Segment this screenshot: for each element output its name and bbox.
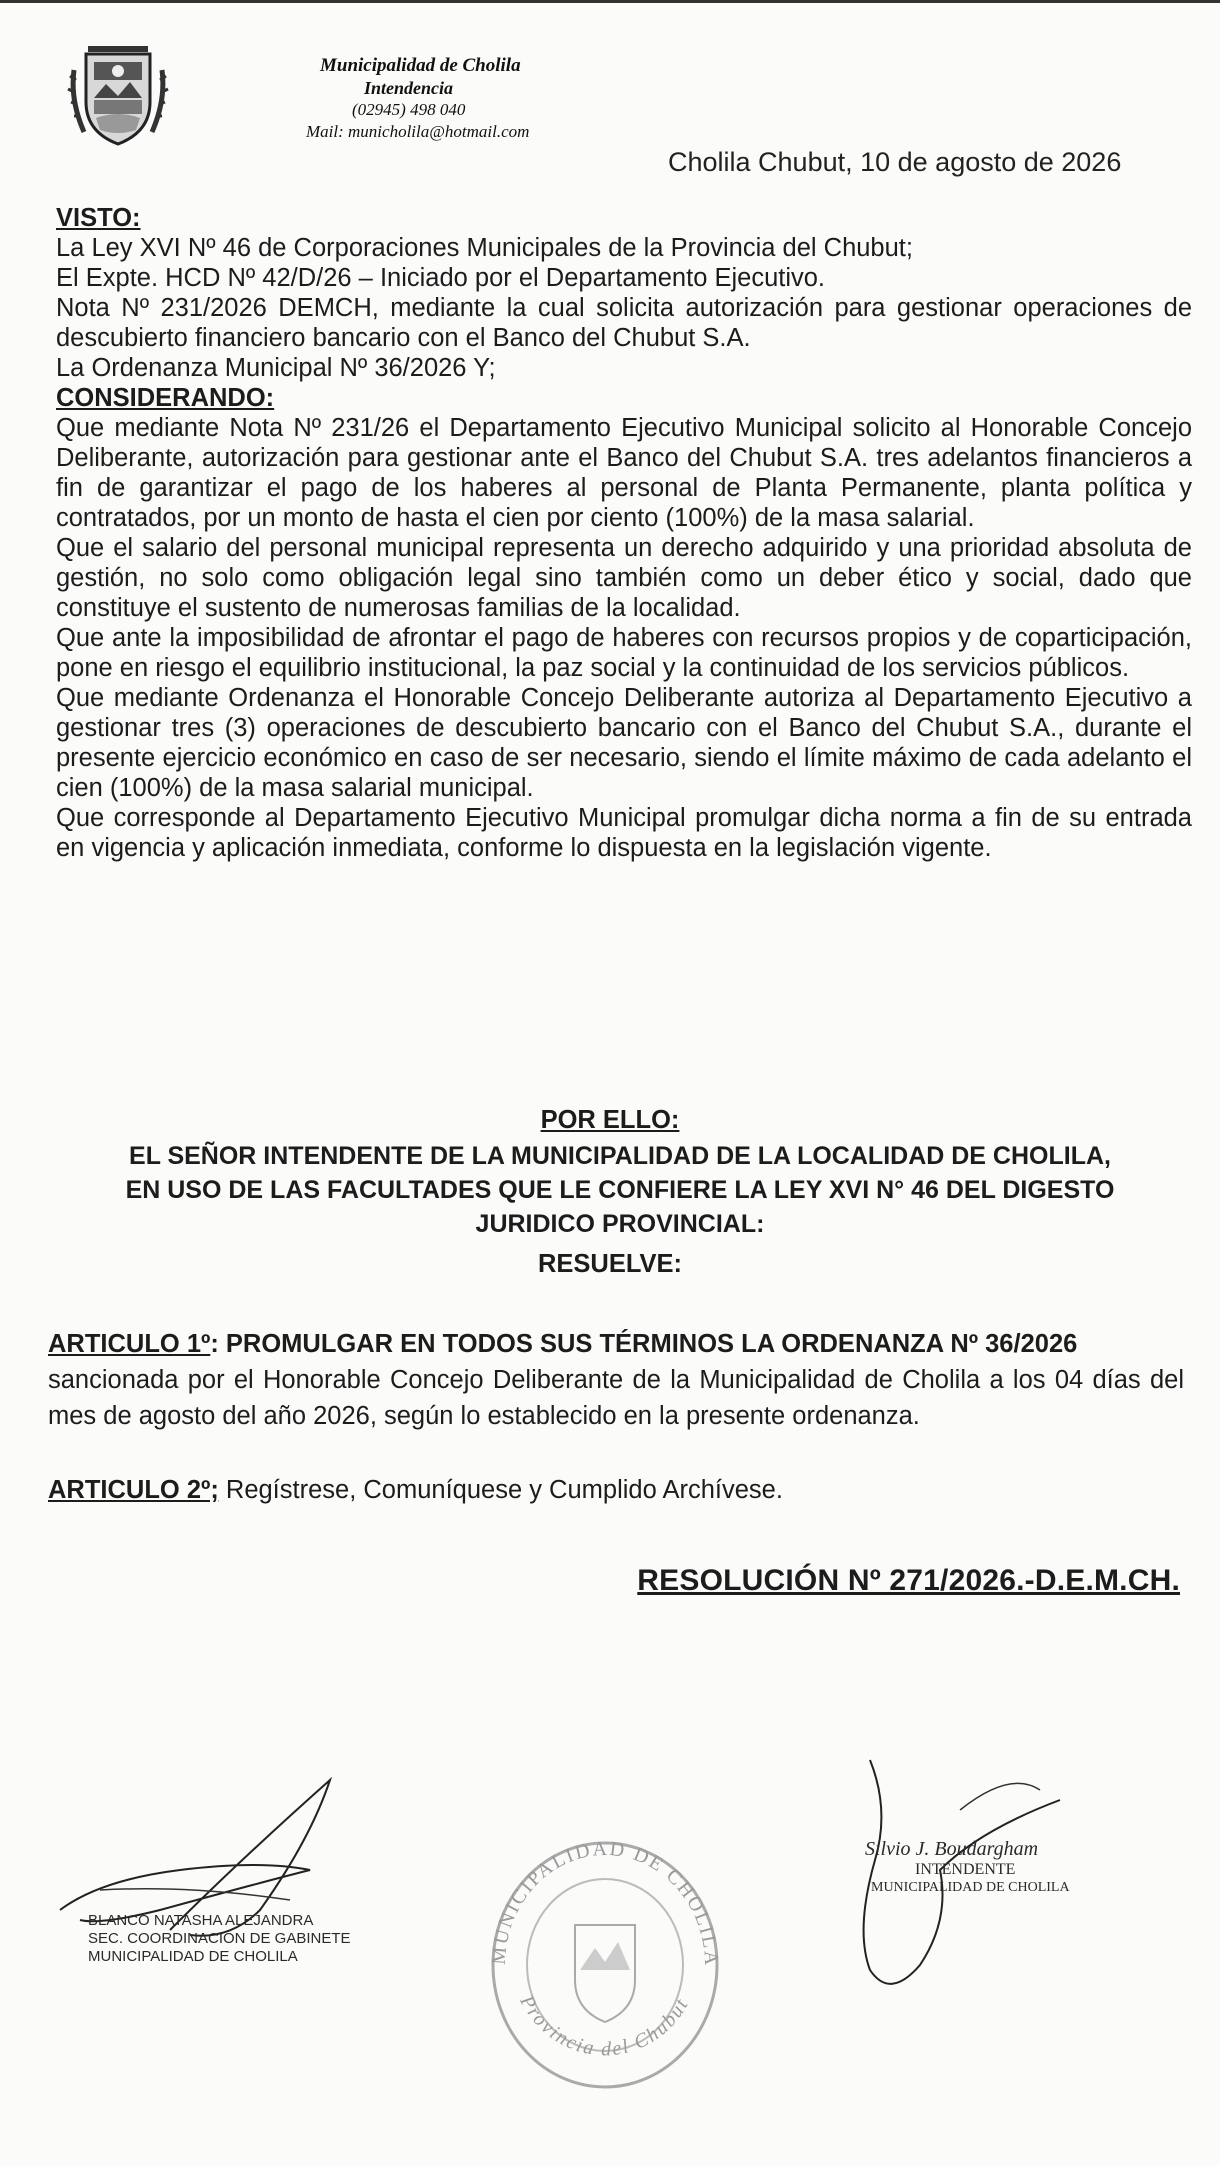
seal-top-text: MUNICIPALIDAD DE CHOLILA — [487, 1837, 723, 1968]
right-signature-caption — [865, 1838, 1070, 1897]
articulo-1-label: ARTICULO 1º — [48, 1330, 211, 1358]
considerando-paragraph: Que el salario del personal municipal representa un derecho adquirido y una prioridad absoluta de gestión, no solo como obligación legal sino también como un deber ético y social, dado que constituye el sustento de numerosas familias de la localidad. — [56, 534, 1192, 622]
visto-line: La Ley XVI Nº 46 de Corporaciones Municipales de la Provincia del Chubut; — [56, 234, 913, 262]
right-signer-role: INTENDENTE — [915, 1861, 1016, 1878]
document-body — [56, 203, 1192, 863]
left-signature-caption — [88, 1912, 351, 1966]
resolver-block — [60, 1139, 1180, 1241]
considerando-paragraph: Que ante la imposibilidad de afrontar el pago de haberes con recursos propios y de coparticipación, pone en riesgo el equilibrio institucional, la paz social y la continuidad de los servicios públicos. — [56, 624, 1192, 682]
letterhead-municipality: Municipalidad de Cholila — [320, 55, 521, 76]
left-signer-org: MUNICIPALIDAD DE CHOLILA — [88, 1948, 298, 1965]
visto-line: El Expte. HCD Nº 42/D/26 – Iniciado por el Departamento Ejecutivo. — [56, 264, 826, 292]
municipal-crest-logo — [66, 40, 170, 148]
left-signer-role: SEC. COORDINACION DE GABINETE — [88, 1930, 351, 1947]
articulo-1 — [48, 1326, 1184, 1434]
considerando-paragraph: Que mediante Ordenanza el Honorable Concejo Deliberante autoriza al Departamento Ejecutivo a gestionar tres (3) operaciones de descubierto bancario con el Banco del Chubut S.A., durante el presente ejercicio económico en caso de ser necesario, siendo el límite máximo de cada adelanto el cien (100%) de la masa salarial municipal. — [56, 684, 1192, 802]
considerando-paragraph: Que corresponde al Departamento Ejecutivo Municipal promulgar dicha norma a fin de su entrada en vigencia y aplicación inmediata, conforme lo dispuesta en la legislación vigente. — [56, 804, 1192, 862]
seal-bottom-text: Provincia del Chubut — [515, 1991, 694, 2061]
letterhead-phone: (02945) 498 040 — [352, 100, 466, 119]
articulo-1-text: sancionada por el Honorable Concejo Deliberante de la Municipalidad de Cholila a los 04 días del mes de agosto del año 2026, según lo establecido en la presente ordenanza. — [48, 1366, 1184, 1430]
right-signer-name: Silvio J. Boudargham — [865, 1838, 1039, 1860]
letterhead — [300, 54, 600, 143]
visto-line: Nota Nº 231/2026 DEMCH, mediante la cual solicita autorización para gestionar operaciones de descubierto financiero bancario con el Banco del Chubut S.A. — [56, 294, 1192, 352]
letterhead-email: Mail: municholila@hotmail.com — [306, 122, 530, 141]
resolver-line: EN USO DE LAS FACULTADES QUE LE CONFIERE LA LEY XVI N° 46 DEL DIGESTO — [125, 1176, 1115, 1204]
considerando-heading: CONSIDERANDO: — [56, 384, 275, 412]
considerando-paragraph: Que mediante Nota Nº 231/26 el Departamento Ejecutivo Municipal solicito al Honorable Concejo Deliberante, autorización para gestionar ante el Banco del Chubut S.A. tres adelantos financieros a fin de garantizar el pago de los haberes al personal de Planta Permanente, planta política y contratados, por un monto de hasta el cien por ciento (100%) de la masa salarial. — [56, 414, 1192, 532]
left-signer-name: BLANCO NATASHA ALEJANDRA — [88, 1912, 314, 1929]
articulo-1-title: : PROMULGAR EN TODOS SUS TÉRMINOS LA ORDENANZA Nº 36/2026 — [210, 1330, 1078, 1358]
svg-text:Provincia del Chubut — [515, 1991, 694, 2061]
top-border — [0, 0, 1220, 3]
articulo-2 — [48, 1476, 783, 1505]
letterhead-office: Intendencia — [364, 78, 454, 98]
visto-line: La Ordenanza Municipal Nº 36/2026 Y; — [56, 354, 496, 382]
official-seal — [480, 1830, 730, 2100]
document-date: Cholila Chubut, 10 de agosto de 2026 — [668, 147, 1122, 177]
resolution-number: RESOLUCIÓN Nº 271/2026.-D.E.M.CH. — [637, 1564, 1180, 1597]
resolver-line: JURIDICO PROVINCIAL: — [475, 1210, 765, 1238]
por-ello-heading: POR ELLO: — [540, 1106, 680, 1134]
articulo-2-label: ARTICULO 2º; — [48, 1476, 219, 1504]
articulo-2-text: Regístrese, Comuníquese y Cumplido Archívese. — [218, 1476, 783, 1504]
resuelve-heading: RESUELVE: — [537, 1250, 683, 1278]
svg-text:MUNICIPALIDAD DE CHOLILA — [488, 1838, 723, 1968]
visto-heading: VISTO: — [56, 204, 141, 232]
right-signer-org: MUNICIPALIDAD DE CHOLILA — [871, 1880, 1070, 1895]
resolver-line: EL SEÑOR INTENDENTE DE LA MUNICIPALIDAD DE LA LOCALIDAD DE CHOLILA, — [129, 1142, 1111, 1170]
